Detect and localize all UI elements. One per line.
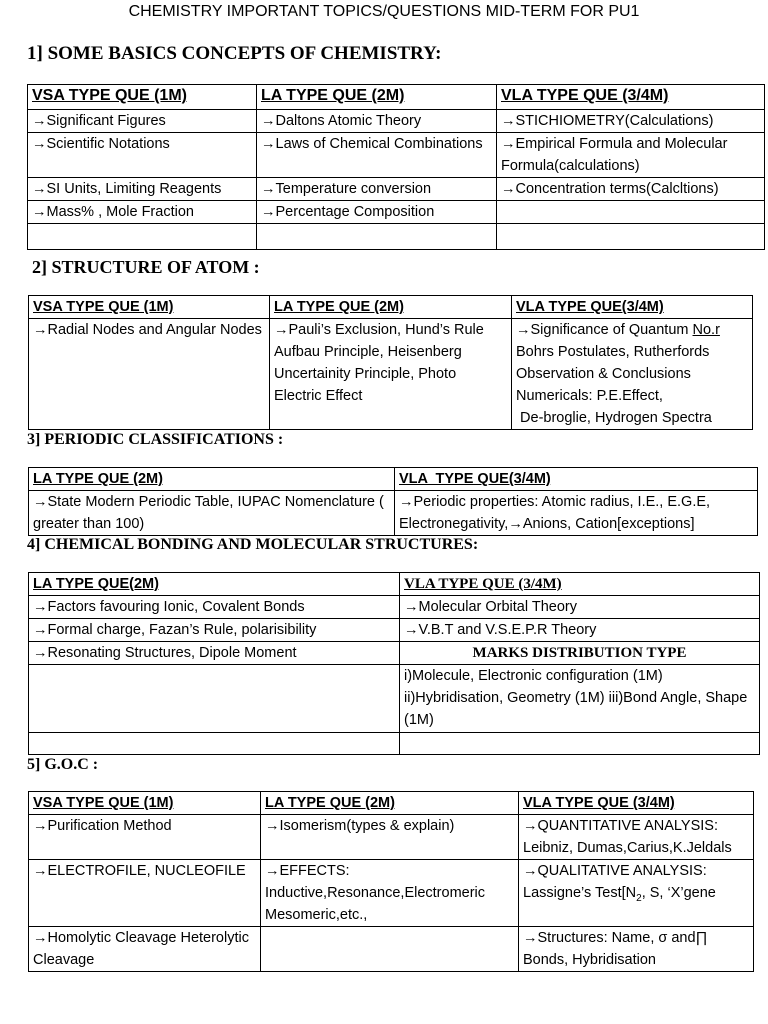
cell-line: →Significance of Quantum No.r (516, 322, 720, 338)
table-cell (497, 201, 765, 224)
table-cell: →Pauli’s Exclusion, Hund’s Rule Aufbau Principle, Heisenberg Uncertainity Principle, Photo Electric Effect (270, 319, 512, 430)
table-cell: →Percentage Composition (257, 201, 497, 224)
table-cell (497, 224, 765, 250)
table-cell: →Scientific Notations (28, 133, 257, 178)
column-header: LA TYPE QUE (2M) (257, 85, 497, 110)
subscript: 2 (636, 892, 642, 904)
marks-distribution-heading: MARKS DISTRIBUTION TYPE (400, 642, 760, 665)
table-cell: →QUALITATIVE ANALYSIS: Lassigne’s $Test[N_2$, S, ‘X’gene (519, 860, 754, 927)
column-header: VLA TYPE QUE (3/4M) (519, 792, 754, 815)
column-header: VSA TYPE QUE (1M) (29, 296, 270, 319)
table-cell: →State Modern Periodic Table, IUPAC Nomenclature ( greater than 100) (29, 491, 395, 536)
column-header: VSA TYPE QUE (1M) (28, 85, 257, 110)
table-cell: →ELECTROFILE, NUCLEOFILE (29, 860, 261, 927)
section-heading-chemical-bonding: 4] CHEMICAL BONDING AND MOLECULAR STRUCTURES: (27, 536, 479, 553)
column-header: VLA TYPE QUE (3/4M) (400, 573, 760, 596)
column-header: VSA TYPE QUE (1M) (29, 792, 261, 815)
document-title: CHEMISTRY IMPORTANT TOPICS/QUESTIONS MID-TERM FOR PU1 (128, 3, 640, 20)
table-cell: i)Molecule, Electronic configuration (1M) ii)Hybridisation, Geometry (1M) iii)Bond Angle, Shape (1M) (400, 665, 760, 733)
table-structure-of-atom (28, 295, 753, 430)
table-cell (512, 319, 753, 430)
table-cell (261, 927, 519, 972)
column-header: VLA TYPE QUE (3/4M) (497, 85, 765, 110)
column-header: LA TYPE QUE (2M) (270, 296, 512, 319)
table-basic-concepts (27, 84, 765, 250)
table-cell: →Factors favouring Ionic, Covalent Bonds (29, 596, 400, 619)
section-heading-structure-of-atom: 2] STRUCTURE OF ATOM : (32, 257, 260, 277)
column-header: LA TYPE QUE(2M) (29, 573, 400, 596)
table-cell: →Empirical Formula and Molecular Formula(calculations) (497, 133, 765, 178)
table-cell (257, 224, 497, 250)
column-header: LA TYPE QUE (2M) (29, 468, 395, 491)
table-cell: →Homolytic Cleavage Heterolytic Cleavage (29, 927, 261, 972)
column-header: LA TYPE QUE (2M) (261, 792, 519, 815)
table-cell: →STICHIOMETRY(Calculations) (497, 110, 765, 133)
table-cell: →Significant Figures (28, 110, 257, 133)
cell-line: Observation & Conclusions (516, 366, 691, 382)
table-cell: →Temperature conversion (257, 178, 497, 201)
table-cell: →Purification Method (29, 815, 261, 860)
table-cell: →EFFECTS: Inductive,Resonance,Electromeric Mesomeric,etc., (261, 860, 519, 927)
table-cell (400, 733, 760, 755)
table-cell: →Concentration terms(Calcltions) (497, 178, 765, 201)
table-periodic (28, 467, 758, 536)
table-cell: →V.B.T and V.S.E.P.R Theory (400, 619, 760, 642)
table-cell: →QUANTITATIVE ANALYSIS: Leibniz, Dumas,Carius,K.Jeldals (519, 815, 754, 860)
section-heading-periodic: 3] PERIODIC CLASSIFICATIONS : (27, 431, 284, 448)
table-cell: →Mass% , Mole Fraction (28, 201, 257, 224)
cell-line: Numericals: P.E.Effect, (516, 388, 663, 404)
table-cell (29, 733, 400, 755)
table-goc (28, 791, 754, 972)
table-cell: →Structures: Name, σ and∏ Bonds, Hybridisation (519, 927, 754, 972)
table-cell: →Formal charge, Fazan’s Rule, polarisibility (29, 619, 400, 642)
table-cell: →Radial Nodes and Angular Nodes (29, 319, 270, 430)
table-cell: →Periodic properties: Atomic radius, I.E., E.G.E, Electronegativity,→Anions, Cation[exceptions] (395, 491, 758, 536)
column-header: VLA TYPE QUE(3/4M) (512, 296, 753, 319)
table-cell: →Laws of Chemical Combinations (257, 133, 497, 178)
cell-line: De-broglie, Hydrogen Spectra (516, 410, 712, 426)
cell-line: Bohrs Postulates, Rutherfords (516, 344, 710, 360)
table-cell (29, 665, 400, 733)
table-cell: →Isomerism(types & explain) (261, 815, 519, 860)
table-cell (28, 224, 257, 250)
table-cell: →Molecular Orbital Theory (400, 596, 760, 619)
section-heading-basic-concepts: 1] SOME BASICS CONCEPTS OF CHEMISTRY: (27, 43, 442, 64)
table-chemical-bonding (28, 572, 760, 755)
table-cell: →Resonating Structures, Dipole Moment (29, 642, 400, 665)
section-heading-goc: 5] G.O.C : (27, 756, 99, 773)
table-cell: →Daltons Atomic Theory (257, 110, 497, 133)
column-header: VLA TYPE QUE(3/4M) (395, 468, 758, 491)
table-cell: →SI Units, Limiting Reagents (28, 178, 257, 201)
